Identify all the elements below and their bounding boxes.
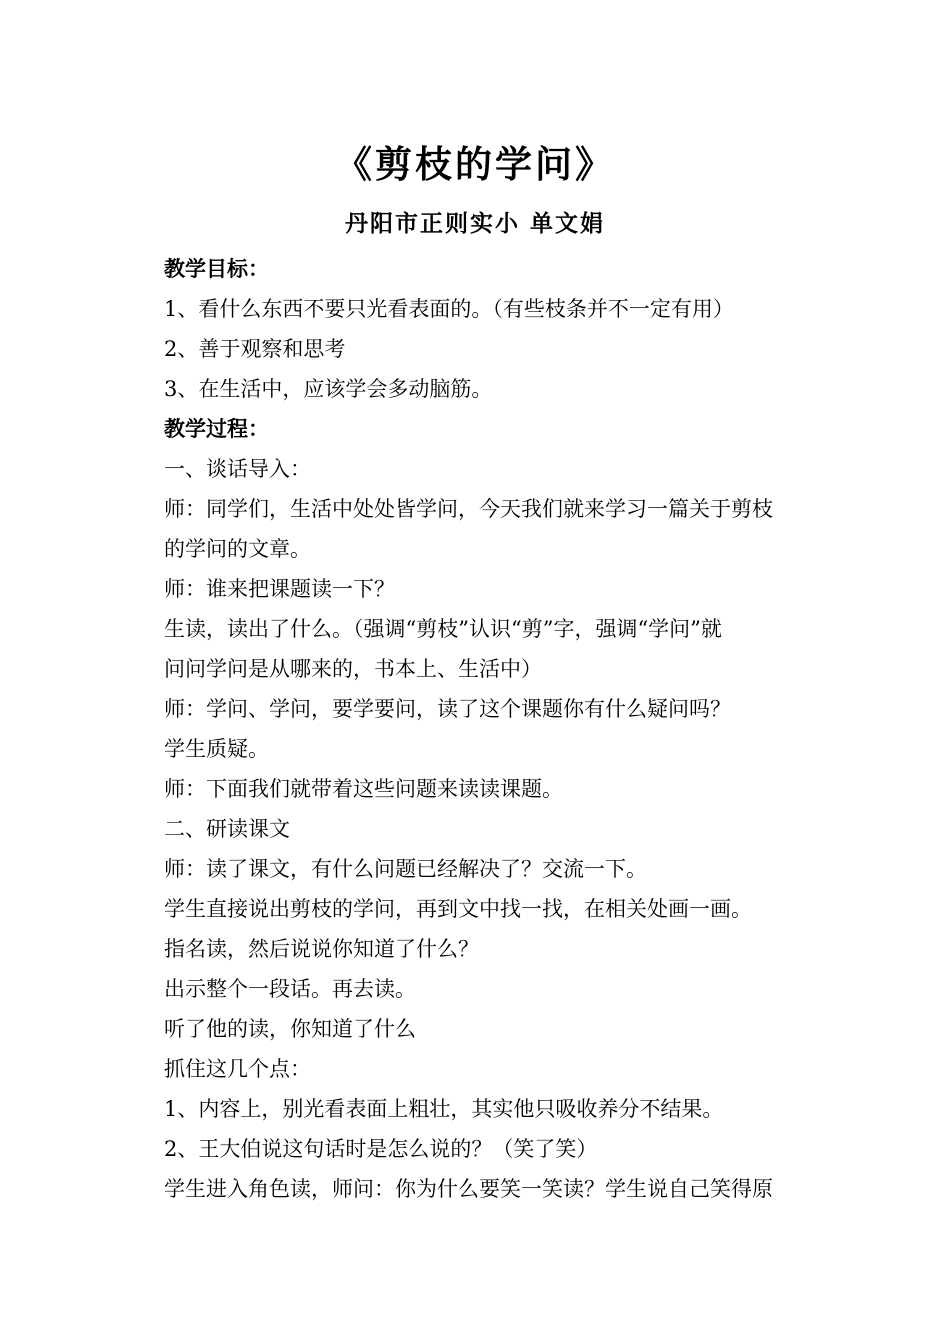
paragraph-line: 师：谁来把课题读一下？ [164,577,395,601]
paragraph-line: 问问学问是从哪来的，书本上、生活中） [164,657,542,681]
paragraph-line: 的学问的文章。 [164,537,311,561]
paragraph-line: 师：学问、学问，要学要问，读了这个课题你有什么疑问吗？ [164,697,731,721]
paragraph-line: 听了他的读，你知道了什么 [164,1017,416,1041]
paragraph-line: 2、善于观察和思考 [164,337,346,361]
paragraph-line: 学生进入角色读，师问：你为什么要笑一笑读？学生说自己笑得原 [164,1177,773,1201]
section-heading: 教学过程： [164,416,269,441]
document-body [164,249,794,1209]
paragraph-line: 师：下面我们就带着这些问题来读读课题。 [164,777,563,801]
paragraph-line: 3、在生活中，应该学会多动脑筋。 [164,377,493,401]
paragraph-line: 1、看什么东西不要只光看表面的。（有些枝条并不一定有用） [164,297,734,321]
document-author: 丹阳市正则实小 单文娟 [344,210,605,237]
paragraph-line: 一、谈话导入： [164,457,311,481]
paragraph-line: 1、内容上，别光看表面上粗壮，其实他只吸收养分不结果。 [164,1097,724,1121]
paragraph-line: 学生直接说出剪枝的学问，再到文中找一找，在相关处画一画。 [164,897,752,921]
paragraph-line: 2、王大伯说这句话时是怎么说的？（笑了笑） [164,1137,598,1161]
paragraph-line: 师：读了课文，有什么问题已经解决了？交流一下。 [164,857,647,881]
section-heading: 教学目标： [164,256,269,281]
paragraph-line: 出示整个一段话。再去读。 [164,977,416,1001]
paragraph-line: 学生质疑。 [164,737,269,761]
paragraph-line: 指名读，然后说说你知道了什么？ [164,937,479,961]
paragraph-line: 生读，读出了什么。（强调“剪枝”认识“剪”字，强调“学问”就 [164,617,722,641]
paragraph-line: 师：同学们，生活中处处皆学问，今天我们就来学习一篇关于剪枝 [164,497,773,521]
paragraph-line: 抓住这几个点： [164,1057,311,1081]
paragraph-line: 二、研读课文 [164,817,290,841]
document-title: 《剪枝的学问》 [335,142,615,186]
